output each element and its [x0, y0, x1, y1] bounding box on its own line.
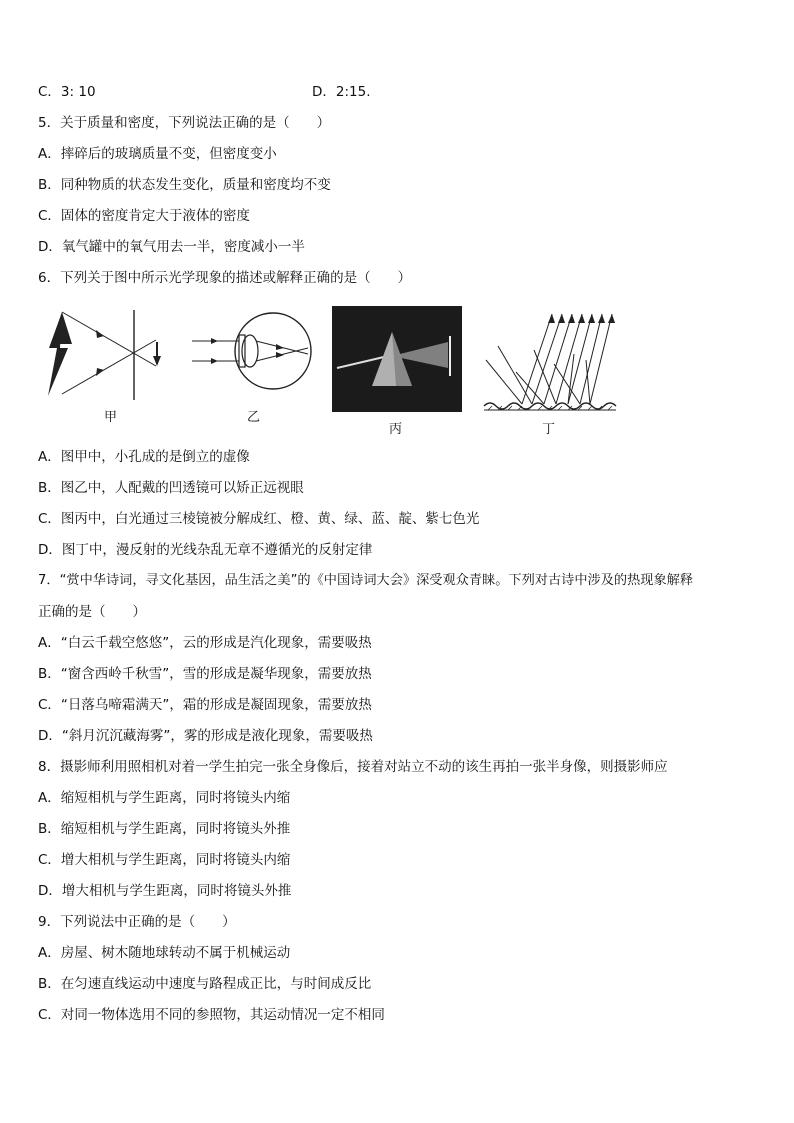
q7-option-c: C．“日落乌啼霜满天”，霜的形成是凝固现象，需要放热: [38, 697, 372, 713]
q5-option-b: B．同种物质的状态发生变化，质量和密度均不变: [38, 177, 331, 193]
q7-stem-line2: 正确的是（ ）: [38, 604, 146, 620]
figure-label-bing: 丙: [389, 422, 403, 437]
q9-option-c: C．对同一物体选用不同的参照物，其运动情况一定不相同: [38, 1007, 385, 1023]
figure-label-ding: 丁: [542, 422, 556, 437]
figure-ding-diffuse-reflection: [482, 310, 618, 414]
q6-option-d: D．图丁中，漫反射的光线杂乱无章不遵循光的反射定律: [38, 542, 373, 558]
q9-option-b: B．在匀速直线运动中速度与路程成正比，与时间成反比: [38, 976, 372, 992]
q8-option-c: C．增大相机与学生距离，同时将镜头内缩: [38, 852, 291, 868]
q5-option-a: A．摔碎后的玻璃质量不变，但密度变小: [38, 146, 277, 162]
q4-option-d: D．2:15.: [312, 84, 371, 100]
q8-option-a: A．缩短相机与学生距离，同时将镜头内缩: [38, 790, 291, 806]
figure-bing-prism-photo: [332, 306, 462, 412]
figure-label-yi: 乙: [247, 410, 261, 425]
q7-option-a: A．“白云千载空悠悠”，云的形成是汽化现象，需要吸热: [38, 635, 372, 651]
q9-stem: 9．下列说法中正确的是（ ）: [38, 914, 236, 930]
q8-option-b: B．缩短相机与学生距离，同时将镜头外推: [38, 821, 291, 837]
q6-option-b: B．图乙中，人配戴的凹透镜可以矫正远视眼: [38, 480, 304, 496]
q6-option-a: A．图甲中，小孔成的是倒立的虚像: [38, 449, 250, 465]
q6-option-c: C．图丙中，白光通过三棱镜被分解成红、橙、黄、绿、蓝、靛、紫七色光: [38, 511, 480, 527]
q7-option-d: D．“斜月沉沉藏海雾”，雾的形成是液化现象，需要吸热: [38, 728, 373, 744]
q6-stem: 6．下列关于图中所示光学现象的描述或解释正确的是（ ）: [38, 270, 412, 286]
q8-stem: 8．摄影师利用照相机对着一学生拍完一张全身像后，接着对站立不动的该生再拍一张半身像，则摄影师应: [38, 759, 668, 775]
q9-option-a: A．房屋、树木随地球转动不属于机械运动: [38, 945, 291, 961]
q5-stem: 5．关于质量和密度，下列说法正确的是（ ）: [38, 115, 331, 131]
figure-yi-eye-lens: [188, 306, 318, 402]
q7-option-b: B．“窗含西岭千秋雪”，雪的形成是凝华现象，需要放热: [38, 666, 372, 682]
q5-option-c: C．固体的密度肯定大于液体的密度: [38, 208, 250, 224]
q7-stem-line1: 7．“赏中华诗词，寻文化基因，品生活之美”的《中国诗词大会》深受观众青睐。下列对古诗中涉及的热现象解释: [38, 573, 694, 588]
q4-option-c: C．3: 10: [38, 84, 96, 100]
figure-jia-pinhole: [44, 306, 174, 402]
q8-option-d: D．增大相机与学生距离，同时将镜头外推: [38, 883, 292, 899]
figure-label-jia: 甲: [104, 410, 118, 425]
q5-option-d: D．氧气罐中的氧气用去一半，密度减小一半: [38, 239, 305, 255]
